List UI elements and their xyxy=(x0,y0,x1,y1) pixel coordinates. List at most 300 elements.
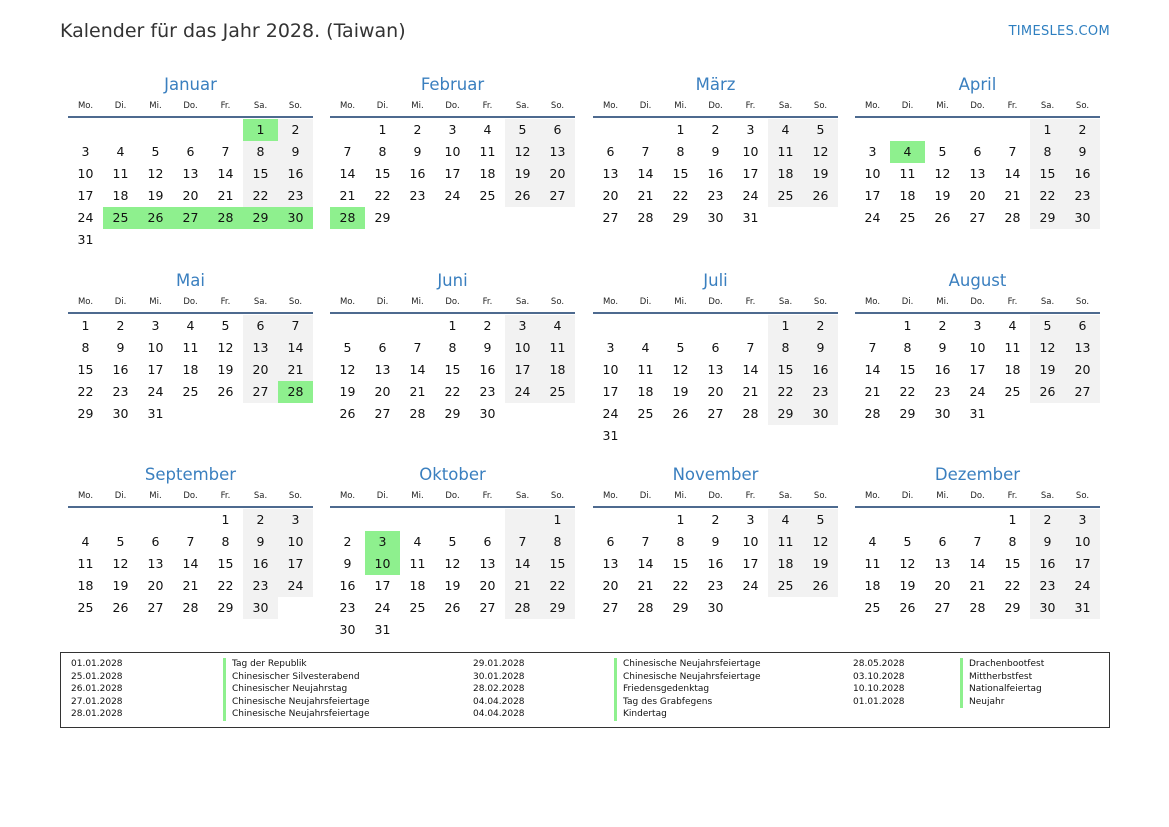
month-september xyxy=(68,462,313,619)
weekday-header xyxy=(855,98,1100,118)
day-cell: 21 xyxy=(217,188,234,203)
weekday-label: So. xyxy=(550,297,565,307)
month-title: Oktober xyxy=(419,465,486,484)
weekday-label: Mo. xyxy=(77,297,94,307)
month-märz xyxy=(593,72,838,229)
weekday-label: Fr. xyxy=(745,101,756,111)
day-cell: 14 xyxy=(969,556,986,571)
weekday-label: Di. xyxy=(376,491,389,501)
empty-cell xyxy=(593,315,628,337)
day-cell: 23 xyxy=(278,185,313,207)
day-cell: 21 xyxy=(505,575,540,597)
weekday-label: Di. xyxy=(114,101,127,111)
day-cell: 5 xyxy=(448,534,457,549)
week-row xyxy=(68,403,313,425)
day-cell: 10 xyxy=(77,166,94,181)
day-cell: 25 xyxy=(479,188,496,203)
day-cell: 12 xyxy=(803,531,838,553)
day-cell: 8 xyxy=(243,141,278,163)
week-row xyxy=(593,381,838,403)
holiday-date: 10.10.2028 xyxy=(853,684,905,695)
day-cell: 19 xyxy=(672,384,689,399)
day-cell: 17 xyxy=(602,384,619,399)
day-cell: 9 xyxy=(803,337,838,359)
empty-cell xyxy=(138,119,173,141)
day-cell: 1 xyxy=(903,318,912,333)
week-row xyxy=(855,141,1100,163)
empty-cell xyxy=(365,509,400,531)
day-cell: 15 xyxy=(217,556,234,571)
month-title: Dezember xyxy=(934,465,1021,484)
empty-cell xyxy=(855,119,890,141)
week-row xyxy=(593,337,838,359)
empty-cell xyxy=(400,619,435,641)
weekday-label: Sa. xyxy=(778,101,793,111)
day-cell: 23 xyxy=(339,600,356,615)
day-cell: 22 xyxy=(243,185,278,207)
weekday-label: Mi. xyxy=(936,491,949,501)
day-cell: 30 xyxy=(479,406,496,421)
day-cell: 4 xyxy=(641,340,650,355)
empty-cell xyxy=(470,509,505,531)
day-cell: 27 xyxy=(374,406,391,421)
empty-cell xyxy=(505,509,540,531)
day-cell: 3 xyxy=(746,122,755,137)
day-cell: 26 xyxy=(803,575,838,597)
day-cell: 23 xyxy=(803,381,838,403)
week-row xyxy=(593,119,838,141)
day-cell: 25 xyxy=(103,207,138,229)
day-cell: 13 xyxy=(479,556,496,571)
day-cell: 27 xyxy=(173,207,208,229)
day-cell: 17 xyxy=(278,553,313,575)
week-row xyxy=(593,553,838,575)
day-cell: 11 xyxy=(112,166,129,181)
day-cell: 14 xyxy=(637,166,654,181)
weekday-label: Mo. xyxy=(339,491,356,501)
day-cell: 13 xyxy=(182,166,199,181)
empty-cell xyxy=(103,509,138,531)
day-cell: 26 xyxy=(505,185,540,207)
weekday-label: Di. xyxy=(376,297,389,307)
weekday-label: Sa. xyxy=(1040,297,1055,307)
day-cell: 17 xyxy=(374,578,391,593)
week-row xyxy=(68,575,313,597)
day-cell: 6 xyxy=(711,340,720,355)
day-cell: 22 xyxy=(672,188,689,203)
day-cell: 1 xyxy=(81,318,90,333)
day-cell: 28 xyxy=(1004,210,1021,225)
day-cell: 14 xyxy=(409,362,426,377)
empty-cell xyxy=(330,315,365,337)
week-row xyxy=(593,403,838,425)
day-cell: 9 xyxy=(1030,531,1065,553)
week-row xyxy=(593,315,838,337)
day-cell: 13 xyxy=(602,556,619,571)
day-cell: 31 xyxy=(147,406,164,421)
week-row xyxy=(855,185,1100,207)
day-cell: 1 xyxy=(448,318,457,333)
empty-cell xyxy=(768,597,803,619)
holiday-date: 29.01.2028 xyxy=(473,659,525,669)
day-cell: 8 xyxy=(221,534,230,549)
day-cell: 26 xyxy=(112,600,129,615)
empty-cell xyxy=(68,119,103,141)
weekday-label: Di. xyxy=(639,101,652,111)
empty-cell xyxy=(173,229,208,251)
day-cell: 23 xyxy=(1030,575,1065,597)
holiday-date: 28.05.2028 xyxy=(853,659,905,669)
day-cell: 9 xyxy=(278,141,313,163)
week-row xyxy=(330,597,575,619)
weekday-label: So. xyxy=(813,297,828,307)
week-row xyxy=(855,531,1100,553)
day-cell: 15 xyxy=(899,362,916,377)
weekday-label: Sa. xyxy=(778,491,793,501)
day-cell: 22 xyxy=(1004,578,1021,593)
day-cell: 10 xyxy=(602,362,619,377)
day-cell: 2 xyxy=(413,122,422,137)
day-cell: 3 xyxy=(81,144,90,159)
day-cell: 18 xyxy=(479,166,496,181)
empty-cell xyxy=(505,403,540,425)
day-cell: 4 xyxy=(81,534,90,549)
week-row xyxy=(330,119,575,141)
day-cell: 12 xyxy=(899,556,916,571)
day-cell: 24 xyxy=(444,188,461,203)
week-row xyxy=(330,553,575,575)
week-row xyxy=(330,359,575,381)
empty-cell xyxy=(628,509,663,531)
day-cell: 28 xyxy=(637,600,654,615)
empty-cell xyxy=(803,425,838,447)
week-row xyxy=(330,381,575,403)
day-cell: 3 xyxy=(448,122,457,137)
day-cell: 11 xyxy=(479,144,496,159)
weekday-label: Sa. xyxy=(253,101,268,111)
weekday-label: Di. xyxy=(901,297,914,307)
week-row xyxy=(68,207,313,229)
empty-cell xyxy=(330,509,365,531)
weekday-header xyxy=(68,488,313,508)
weekday-label: Mi. xyxy=(149,297,162,307)
day-cell: 16 xyxy=(707,166,724,181)
day-cell: 18 xyxy=(768,553,803,575)
week-row xyxy=(330,337,575,359)
empty-cell xyxy=(173,119,208,141)
week-row xyxy=(68,119,313,141)
day-cell: 1 xyxy=(676,122,685,137)
day-cell: 26 xyxy=(803,185,838,207)
day-cell: 22 xyxy=(899,384,916,399)
day-cell: 11 xyxy=(637,362,654,377)
month-april xyxy=(855,72,1100,229)
day-cell: 8 xyxy=(81,340,90,355)
day-cell: 6 xyxy=(243,315,278,337)
day-cell: 13 xyxy=(969,166,986,181)
weekday-header xyxy=(593,294,838,314)
weekday-label: Di. xyxy=(376,101,389,111)
day-cell: 19 xyxy=(112,578,129,593)
day-cell: 30 xyxy=(112,406,129,421)
month-title: Juni xyxy=(437,271,468,290)
weekday-label: Mo. xyxy=(602,101,619,111)
empty-cell xyxy=(925,119,960,141)
weekday-label: Do. xyxy=(970,491,985,501)
weekday-label: Di. xyxy=(639,491,652,501)
day-cell: 6 xyxy=(378,340,387,355)
day-cell: 10 xyxy=(147,340,164,355)
day-cell: 17 xyxy=(864,188,881,203)
day-cell: 2 xyxy=(243,509,278,531)
day-cell: 18 xyxy=(112,188,129,203)
month-november xyxy=(593,462,838,619)
week-row xyxy=(330,509,575,531)
weekday-label: So. xyxy=(288,491,303,501)
day-cell: 26 xyxy=(899,600,916,615)
empty-cell xyxy=(435,207,470,229)
weekday-label: Do. xyxy=(445,101,460,111)
weekday-label: Mi. xyxy=(674,101,687,111)
day-cell: 28 xyxy=(637,210,654,225)
day-cell: 12 xyxy=(934,166,951,181)
empty-cell xyxy=(243,229,278,251)
day-cell: 1 xyxy=(378,122,387,137)
empty-cell xyxy=(855,315,890,337)
day-cell: 29 xyxy=(1004,600,1021,615)
empty-cell xyxy=(208,119,243,141)
day-cell: 25 xyxy=(768,575,803,597)
empty-cell xyxy=(803,597,838,619)
day-cell: 21 xyxy=(969,578,986,593)
day-cell: 29 xyxy=(672,600,689,615)
holiday-name: Mittherbstfest xyxy=(960,671,1044,684)
week-row xyxy=(855,403,1100,425)
day-cell: 1 xyxy=(243,119,278,141)
weekday-header xyxy=(593,488,838,508)
day-cell: 19 xyxy=(803,163,838,185)
day-cell: 13 xyxy=(934,556,951,571)
holiday-name: Neujahr xyxy=(960,696,1044,709)
day-cell: 29 xyxy=(899,406,916,421)
empty-cell xyxy=(1030,403,1065,425)
day-cell: 18 xyxy=(899,188,916,203)
day-cell: 3 xyxy=(868,144,877,159)
day-cell: 13 xyxy=(602,166,619,181)
day-cell: 11 xyxy=(409,556,426,571)
day-cell: 13 xyxy=(243,337,278,359)
week-row xyxy=(330,531,575,553)
day-cell: 29 xyxy=(217,600,234,615)
day-cell: 27 xyxy=(969,210,986,225)
day-cell: 23 xyxy=(1065,185,1100,207)
weekday-header xyxy=(68,98,313,118)
day-cell: 14 xyxy=(864,362,881,377)
day-cell: 14 xyxy=(637,556,654,571)
month-title: September xyxy=(144,465,237,484)
day-cell: 23 xyxy=(707,188,724,203)
week-row xyxy=(68,381,313,403)
day-cell: 30 xyxy=(243,597,278,619)
day-cell: 21 xyxy=(409,384,426,399)
day-cell: 3 xyxy=(151,318,160,333)
day-cell: 6 xyxy=(606,534,615,549)
day-cell: 6 xyxy=(938,534,947,549)
week-row xyxy=(855,207,1100,229)
week-row xyxy=(855,337,1100,359)
weekday-label: Fr. xyxy=(482,491,493,501)
day-cell: 25 xyxy=(77,600,94,615)
day-cell: 9 xyxy=(116,340,125,355)
day-cell: 28 xyxy=(864,406,881,421)
day-cell: 9 xyxy=(343,556,352,571)
week-row xyxy=(593,425,838,447)
week-row xyxy=(855,575,1100,597)
empty-cell xyxy=(628,119,663,141)
day-cell: 27 xyxy=(147,600,164,615)
day-cell: 2 xyxy=(711,122,720,137)
day-cell: 3 xyxy=(1065,509,1100,531)
week-row xyxy=(855,553,1100,575)
day-cell: 10 xyxy=(969,340,986,355)
empty-cell xyxy=(208,229,243,251)
holiday-name: Chinesische Neujahrsfeiertage xyxy=(614,658,760,671)
day-cell: 2 xyxy=(278,119,313,141)
weekday-label: Fr. xyxy=(220,297,231,307)
holiday-date: 04.04.2028 xyxy=(473,696,525,707)
empty-cell xyxy=(995,119,1030,141)
month-title: Juli xyxy=(703,271,728,290)
weekday-label: Fr. xyxy=(482,101,493,111)
empty-cell xyxy=(68,509,103,531)
day-cell: 27 xyxy=(934,600,951,615)
day-cell: 24 xyxy=(742,578,759,593)
day-cell: 1 xyxy=(768,315,803,337)
empty-cell xyxy=(628,425,663,447)
day-cell: 21 xyxy=(182,578,199,593)
day-cell: 29 xyxy=(1030,207,1065,229)
day-cell: 7 xyxy=(343,144,352,159)
week-row xyxy=(593,141,838,163)
day-cell: 20 xyxy=(374,384,391,399)
day-cell: 24 xyxy=(278,575,313,597)
brand-link[interactable]: TIMESLES.COM xyxy=(1008,24,1110,39)
week-row xyxy=(855,509,1100,531)
day-cell: 27 xyxy=(707,406,724,421)
weekday-label: Di. xyxy=(901,491,914,501)
empty-cell xyxy=(103,119,138,141)
day-cell: 31 xyxy=(602,428,619,443)
weekday-label: Mo. xyxy=(339,101,356,111)
day-cell: 31 xyxy=(1065,597,1100,619)
day-cell: 3 xyxy=(746,512,755,527)
day-cell: 18 xyxy=(182,362,199,377)
weekday-label: So. xyxy=(813,101,828,111)
day-cell: 6 xyxy=(606,144,615,159)
empty-cell xyxy=(278,229,313,251)
weekday-label: Mo. xyxy=(864,297,881,307)
month-title: August xyxy=(948,271,1007,290)
week-row xyxy=(330,207,575,229)
day-cell: 14 xyxy=(505,553,540,575)
day-cell: 18 xyxy=(540,359,575,381)
day-cell: 11 xyxy=(182,340,199,355)
day-cell: 10 xyxy=(742,534,759,549)
day-cell: 12 xyxy=(147,166,164,181)
day-cell: 20 xyxy=(182,188,199,203)
weekday-label: Mi. xyxy=(411,491,424,501)
month-august xyxy=(855,268,1100,425)
weekday-label: Fr. xyxy=(1007,491,1018,501)
empty-cell xyxy=(663,425,698,447)
empty-cell xyxy=(330,119,365,141)
weekday-label: Sa. xyxy=(1040,101,1055,111)
day-cell: 19 xyxy=(217,362,234,377)
day-cell: 5 xyxy=(1030,315,1065,337)
day-cell: 4 xyxy=(483,122,492,137)
weekday-label: Mo. xyxy=(602,297,619,307)
day-cell: 22 xyxy=(672,578,689,593)
day-cell: 20 xyxy=(969,188,986,203)
holiday-name: Chinesische Neujahrsfeiertage xyxy=(223,696,369,709)
day-cell: 5 xyxy=(938,144,947,159)
day-cell: 7 xyxy=(1008,144,1017,159)
day-cell: 18 xyxy=(1004,362,1021,377)
day-cell: 10 xyxy=(742,144,759,159)
week-row xyxy=(855,119,1100,141)
weekday-label: Sa. xyxy=(253,491,268,501)
day-cell: 1 xyxy=(540,509,575,531)
day-cell: 6 xyxy=(973,144,982,159)
day-cell: 15 xyxy=(77,362,94,377)
weekday-label: Mi. xyxy=(149,491,162,501)
day-cell: 12 xyxy=(505,141,540,163)
week-row xyxy=(68,229,313,251)
day-cell: 8 xyxy=(1008,534,1017,549)
day-cell: 22 xyxy=(374,188,391,203)
week-row xyxy=(330,141,575,163)
weekday-label: Fr. xyxy=(220,101,231,111)
week-row xyxy=(593,185,838,207)
day-cell: 14 xyxy=(217,166,234,181)
empty-cell xyxy=(593,119,628,141)
day-cell: 21 xyxy=(1004,188,1021,203)
month-mai xyxy=(68,268,313,425)
weekday-label: Di. xyxy=(639,297,652,307)
day-cell: 20 xyxy=(479,578,496,593)
day-cell: 17 xyxy=(77,188,94,203)
day-cell: 30 xyxy=(339,622,356,637)
holiday-name: Chinesische Neujahrsfeiertage xyxy=(223,708,369,721)
day-cell: 17 xyxy=(505,359,540,381)
day-cell: 28 xyxy=(330,207,365,229)
week-row xyxy=(593,575,838,597)
week-row xyxy=(330,163,575,185)
day-cell: 11 xyxy=(768,531,803,553)
day-cell: 28 xyxy=(208,207,243,229)
week-row xyxy=(68,337,313,359)
empty-cell xyxy=(435,509,470,531)
day-cell: 11 xyxy=(864,556,881,571)
day-cell: 21 xyxy=(278,359,313,381)
empty-cell xyxy=(540,403,575,425)
weekday-label: Mo. xyxy=(864,491,881,501)
day-cell: 9 xyxy=(711,144,720,159)
day-cell: 8 xyxy=(903,340,912,355)
weekday-label: Fr. xyxy=(745,491,756,501)
day-cell: 23 xyxy=(707,578,724,593)
week-row xyxy=(68,531,313,553)
